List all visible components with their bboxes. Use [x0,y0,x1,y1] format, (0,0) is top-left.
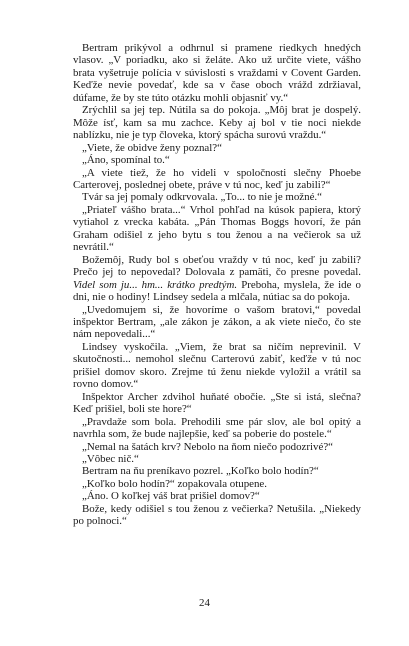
paragraph: Inšpektor Archer zdvihol huňaté obočie. „Ste si istá, slečna? Keď prišiel, boli ste hore?“ [73,390,361,416]
paragraph-part: Božemôj, Rudy bol s obeťou vraždy v tú noc, keď ju zabili? Prečo jej to nepovedal? Dolovala z pamäti, čo presne povedal. [73,253,361,279]
paragraph: „Áno, spomínal to.“ [82,154,170,167]
paragraph: „Áno. O koľkej váš brat prišiel domov?“ [82,490,260,503]
paragraph: Lindsey vyskočila. „Viem, že brat sa ničím neprevinil. V skutočnosti... nemohol slečnu Carterovú zabiť, keďže v tú noc prišiel domov skoro. Zrejme tú ženu niekde vyložil a vrátil sa rovno domov.“ [73,340,361,391]
paragraph: Bertram na ňu preníkavo pozrel. „Koľko bolo hodín?“ [82,465,319,478]
paragraph: „Priateľ vášho brata...“ Vrhol pohľad na kúsok papiera, ktorý vytiahol z vrecka kabáta. „Pán Thomas Boggs hovorí, že pán Graham odišiel z jeho bytu s tou ženou a na večierok sa už nevrátil.“ [73,203,361,254]
paragraph: Tvár sa jej pomaly odkrvovala. „To... to nie je možné.“ [82,191,322,204]
paragraph: Bože, kedy odišiel s tou ženou z večierka? Netušila. „Niekedy po polnoci.“ [73,502,361,528]
body-text [73,42,361,528]
paragraph: Zrýchlil sa jej tep. Nútila sa do pokoja. „Môj brat je dospelý. Môže ísť, kam sa mu zachce. Keby aj bol v tie noci niekde nablízku, nie je typ človeka, ktorý spácha surovú vraždu.“ [73,104,361,142]
paragraph: „A viete tiež, že ho videli v spoločnosti slečny Phoebe Carterovej, poslednej obete, práve v tú noc, keď ju zabili?“ [73,166,361,191]
paragraph: „Viete, že obidve ženy poznal?“ [82,141,222,154]
paragraph: „Uvedomujem si, že hovoríme o vašom bratovi,“ povedal inšpektor Bertram, „ale zákon je zákon, a ak viete niečo, čo ste nám nepovedali...“ [73,303,361,341]
paragraph: „Pravdaže som bola. Prehodili sme pár slov, ale bol opitý a navrhla som, že bude najlepšie, keď sa poberie do postele.“ [73,415,361,441]
italic-quote: Videl som ju... hm... krátko predtým. [73,278,238,291]
paragraph-part: Preboha, myslela, že ide o dni, nie o hodiny! Lindsey sedela a mlčala, nútiac sa do pokoja. [73,278,361,304]
paragraph: „Koľko bolo hodín?“ zopakovala otupene. [82,477,267,490]
paragraph: Bertram prikývol a odhrnul si pramene riedkych hnedých vlasov. „V poriadku, ako si želáte. Ako už určite viete, vášho brata vyšetruje polícia v súvislosti s vraždami v Covent Garden. Keďže nevie povedať, kde sa v čase oboch vrážd zdržiaval, dúfame, že by ste túto otázku mohli objasniť vy.“ [73,42,361,104]
paragraph-with-quote [73,254,361,304]
paragraph: „Nemal na šatách krv? Nebolo na ňom niečo podozrivé?“ [82,440,333,453]
page-number: 24 [199,597,210,609]
paragraph: „Vôbec nič.“ [82,452,139,465]
